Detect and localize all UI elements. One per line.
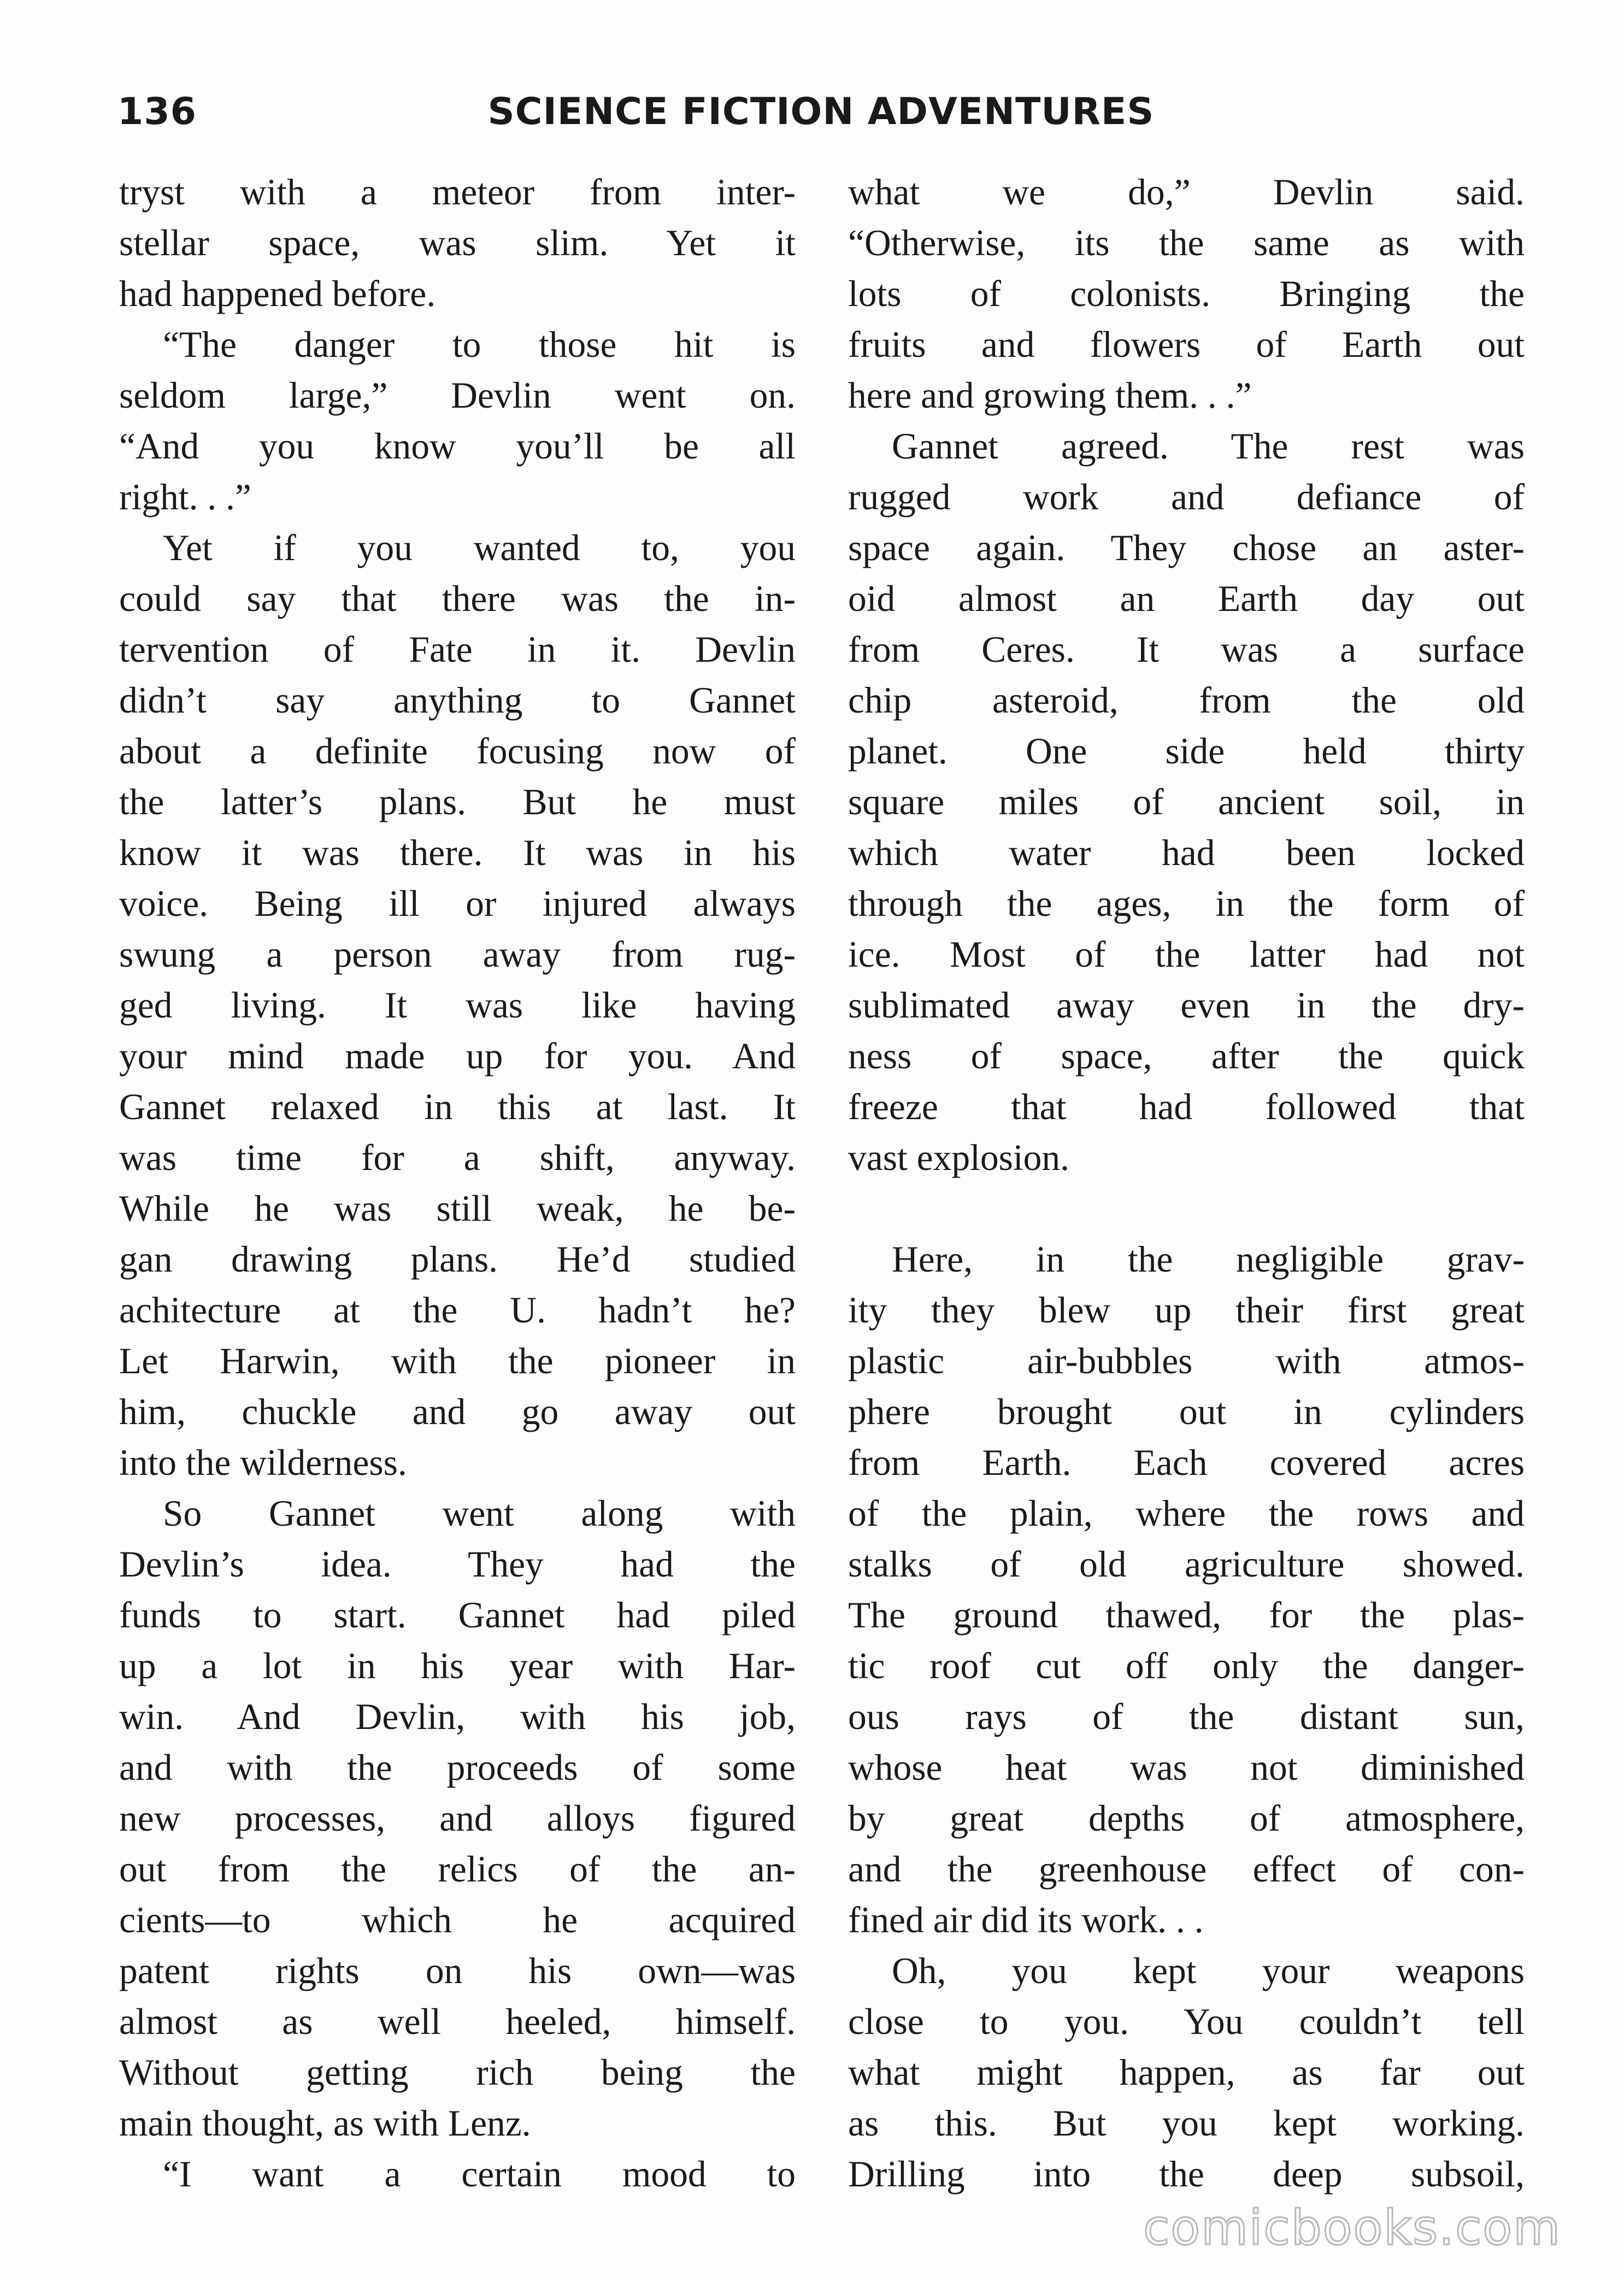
- text-line: and the greenhouse effect of con-: [848, 1849, 1525, 1890]
- text-line: from Ceres. It was a surface: [848, 629, 1525, 670]
- text-line: achitecture at the U. hadn’t he?: [119, 1290, 796, 1331]
- text-line: Yet if you wanted to, you: [163, 527, 796, 568]
- text-line: the latter’s plans. But he must: [119, 781, 796, 822]
- text-line: Oh, you kept your weapons: [892, 1950, 1525, 1991]
- text-line: here and growing them. . .”: [848, 375, 1252, 416]
- text-line: oid almost an Earth day out: [848, 578, 1525, 619]
- text-line: was time for a shift, anyway.: [119, 1137, 796, 1178]
- text-line: rugged work and defiance of: [848, 477, 1525, 517]
- text-line: know it was there. It was in his: [119, 832, 796, 873]
- page-number: 136: [117, 90, 197, 133]
- text-line: your mind made up for you. And: [119, 1036, 796, 1077]
- text-line: “Otherwise, its the same as with: [848, 222, 1525, 263]
- left-text-column: [119, 167, 796, 2199]
- text-line: vast explosion.: [848, 1137, 1069, 1178]
- text-line: stalks of old agriculture showed.: [848, 1544, 1525, 1585]
- text-line: what might happen, as far out: [848, 2052, 1525, 2093]
- text-line: patent rights on his own—was: [119, 1950, 796, 1991]
- text-line: ity they blew up their first great: [848, 1290, 1525, 1331]
- text-line: Gannet agreed. The rest was: [892, 426, 1525, 467]
- text-line: lots of colonists. Bringing the: [848, 273, 1525, 314]
- text-line: by great depths of atmosphere,: [848, 1798, 1525, 1839]
- text-line: voice. Being ill or injured always: [119, 883, 796, 924]
- text-line: could say that there was the in-: [119, 578, 796, 619]
- text-line: right. . .”: [119, 477, 251, 517]
- text-line: phere brought out in cylinders: [848, 1391, 1525, 1432]
- text-line: “The danger to those hit is: [163, 324, 796, 365]
- text-line: had happened before.: [119, 273, 436, 314]
- text-line: planet. One side held thirty: [848, 731, 1525, 772]
- text-line: chip asteroid, from the old: [848, 680, 1525, 721]
- text-line: out from the relics of the an-: [119, 1849, 796, 1890]
- text-line: ice. Most of the latter had not: [848, 934, 1525, 975]
- text-line: stellar space, was slim. Yet it: [119, 222, 796, 263]
- text-line: tervention of Fate in it. Devlin: [119, 629, 796, 670]
- text-line: fined air did its work. . .: [848, 1899, 1204, 1940]
- right-text-column: [848, 167, 1525, 2199]
- text-line: Here, in the negligible grav-: [892, 1239, 1525, 1280]
- text-line: new processes, and alloys figured: [119, 1798, 796, 1839]
- text-line: cients—to which he acquired: [119, 1899, 796, 1940]
- text-line: seldom large,” Devlin went on.: [119, 375, 796, 416]
- text-line: ness of space, after the quick: [848, 1036, 1525, 1077]
- text-line: While he was still weak, he be-: [119, 1188, 796, 1229]
- text-line: up a lot in his year with Har-: [119, 1645, 796, 1686]
- text-line: main thought, as with Lenz.: [119, 2103, 531, 2144]
- text-line: fruits and flowers of Earth out: [848, 324, 1525, 365]
- text-line: him, chuckle and go away out: [119, 1391, 796, 1432]
- page-header: [117, 90, 1525, 156]
- text-line: ged living. It was like having: [119, 985, 796, 1026]
- text-line: of the plain, where the rows and: [848, 1493, 1525, 1534]
- text-line: which water had been locked: [848, 832, 1525, 873]
- running-head: SCIENCE FICTION ADVENTURES: [487, 90, 1155, 133]
- text-line: So Gannet went along with: [163, 1493, 796, 1534]
- watermark: comicbooks.com: [1143, 2199, 1561, 2256]
- text-line: as this. But you kept working.: [848, 2103, 1525, 2144]
- text-line: Gannet relaxed in this at last. It: [119, 1086, 796, 1127]
- text-line: tic roof cut off only the danger-: [848, 1645, 1525, 1686]
- text-line: almost as well heeled, himself.: [119, 2001, 796, 2042]
- text-line: Drilling into the deep subsoil,: [848, 2154, 1525, 2195]
- text-line: into the wilderness.: [119, 1442, 407, 1483]
- text-line: from Earth. Each covered acres: [848, 1442, 1525, 1483]
- text-line: Without getting rich being the: [119, 2052, 796, 2093]
- text-line: whose heat was not diminished: [848, 1747, 1525, 1788]
- text-line: tryst with a meteor from inter-: [119, 172, 796, 213]
- text-line: freeze that had followed that: [848, 1086, 1525, 1127]
- text-line: what we do,” Devlin said.: [848, 172, 1525, 213]
- text-line: ous rays of the distant sun,: [848, 1696, 1525, 1737]
- text-line: and with the proceeds of some: [119, 1747, 796, 1788]
- text-line: didn’t say anything to Gannet: [119, 680, 796, 721]
- text-line: square miles of ancient soil, in: [848, 781, 1525, 822]
- text-line: space again. They chose an aster-: [848, 527, 1525, 568]
- text-line: Let Harwin, with the pioneer in: [119, 1340, 796, 1381]
- text-line: “I want a certain mood to: [163, 2154, 796, 2195]
- text-line: The ground thawed, for the plas-: [848, 1595, 1525, 1636]
- text-line: “And you know you’ll be all: [119, 426, 796, 467]
- text-line: funds to start. Gannet had piled: [119, 1595, 796, 1636]
- text-line: win. And Devlin, with his job,: [119, 1696, 796, 1737]
- text-line: plastic air-bubbles with atmos-: [848, 1340, 1525, 1381]
- text-line: close to you. You couldn’t tell: [848, 2001, 1525, 2042]
- text-line: swung a person away from rug-: [119, 934, 796, 975]
- text-line: sublimated away even in the dry-: [848, 985, 1525, 1026]
- text-line: Devlin’s idea. They had the: [119, 1544, 796, 1585]
- text-line: about a definite focusing now of: [119, 731, 796, 772]
- text-line: gan drawing plans. He’d studied: [119, 1239, 796, 1280]
- text-line: through the ages, in the form of: [848, 883, 1525, 924]
- section-break: [848, 1183, 1525, 1234]
